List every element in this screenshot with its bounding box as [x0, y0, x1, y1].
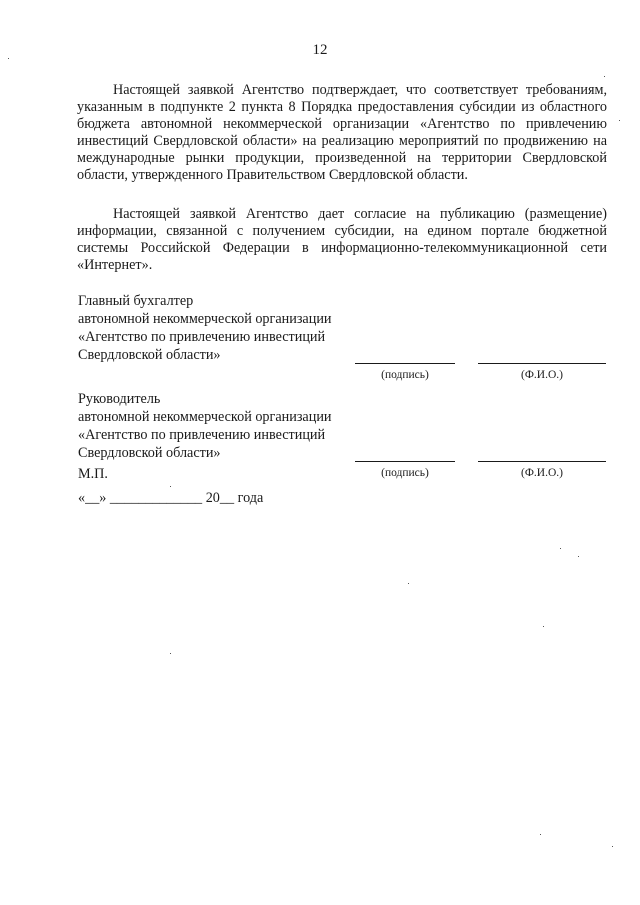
page-number: 12 [312, 42, 328, 58]
signatory-org-line: автономной некоммерческой организации [78, 409, 332, 425]
scan-speck [560, 548, 561, 549]
scan-speck [543, 626, 544, 627]
name-line [478, 461, 606, 462]
date-line: «__» _____________ 20__ года [78, 490, 264, 506]
signature-caption: (подпись) [381, 369, 429, 381]
scan-speck [578, 556, 579, 557]
signatory-org-line: Свердловской области» [78, 347, 221, 363]
signatory-title: Руководитель [78, 391, 161, 407]
scan-speck [170, 653, 171, 654]
scan-speck [408, 583, 409, 584]
stamp-label: М.П. [78, 466, 108, 482]
consent-paragraph: Настоящей заявкой Агентство дает согласие на публикацию (размещение) информации, связанной с получением субсидии, на едином портале бюджетной системы Российской Федерации в информационно-телекоммуникационной сети «Интернет». [77, 206, 607, 273]
name-line [478, 363, 606, 364]
signature-line [355, 363, 455, 364]
scan-speck [170, 486, 171, 487]
chief-accountant-block [78, 292, 332, 364]
signature-line [355, 461, 455, 462]
director-block [78, 390, 332, 462]
name-caption: (Ф.И.О.) [521, 467, 563, 479]
scan-speck [619, 120, 620, 121]
signatory-org-line: «Агентство по привлечению инвестиций [78, 427, 326, 443]
signatory-org-line: «Агентство по привлечению инвестиций [78, 329, 326, 345]
signature-caption: (подпись) [381, 467, 429, 479]
signatory-org-line: Свердловской области» [78, 445, 221, 461]
scan-speck [612, 846, 613, 847]
scan-speck [8, 58, 9, 59]
signatory-title: Главный бухгалтер [78, 293, 194, 309]
scan-speck [604, 76, 605, 77]
signatory-org-line: автономной некоммерческой организации [78, 311, 332, 327]
confirmation-paragraph: Настоящей заявкой Агентство подтверждает, что соответствует требованиям, указанным в подпункте 2 пункта 8 Порядка предоставления субсидии из областного бюджета автономной некоммерческой организации «Агентство по привлечению инвестиций Свердловской области» на реализацию мероприятий по продвижению на международные рынки продукции, произведенной на территории Свердловской области, утвержденного Правительством Свердловской области. [77, 82, 607, 183]
name-caption: (Ф.И.О.) [521, 369, 563, 381]
scan-speck [540, 834, 541, 835]
